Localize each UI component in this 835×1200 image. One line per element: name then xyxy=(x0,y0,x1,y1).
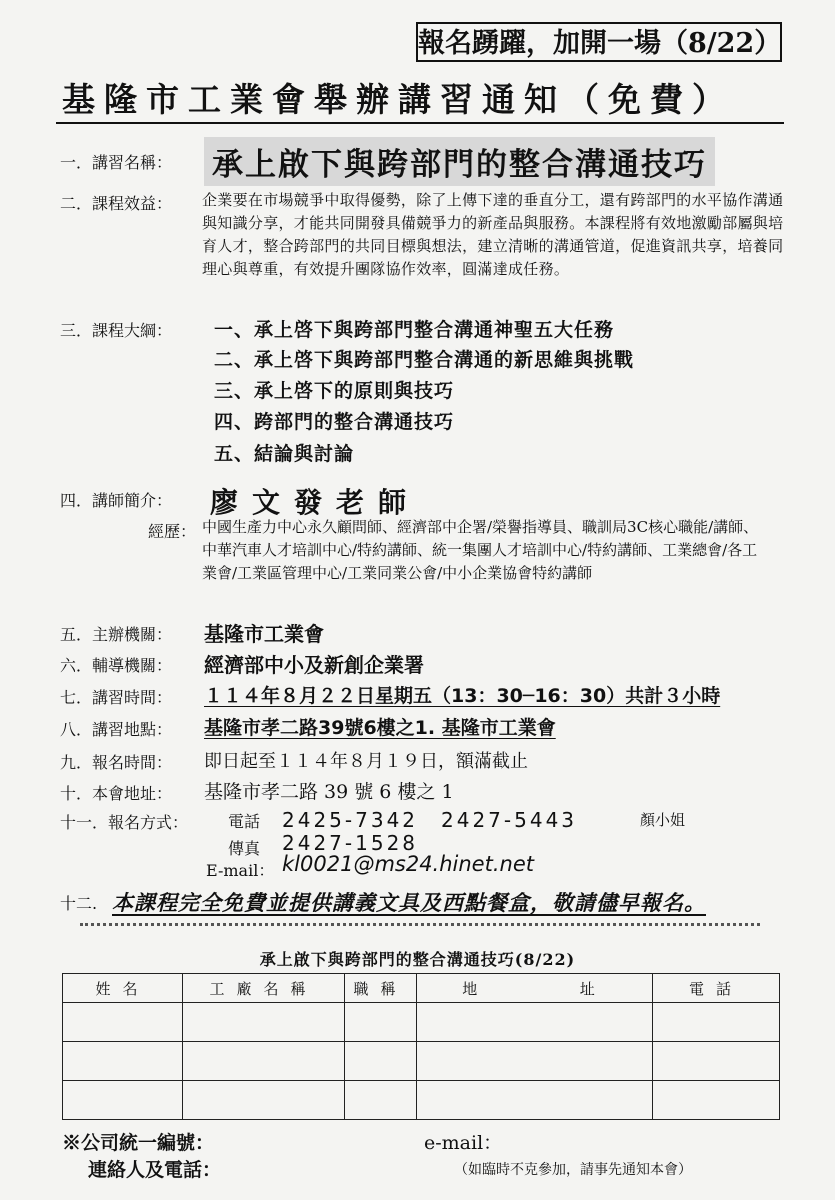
time-value: １１４年８月２２日星期五（13：30─16：30）共計３小時 xyxy=(204,685,721,707)
registration-form-table xyxy=(62,973,780,1120)
instructor-name: 廖文發老師 xyxy=(210,486,421,519)
cell-address[interactable] xyxy=(417,1081,653,1120)
course-name: 承上啟下與跨部門的整合溝通技巧 xyxy=(204,137,715,186)
course-name-label: 一．講習名稱： xyxy=(60,153,173,172)
extra-session-banner: 報名踴躍，加開一場（8/22） xyxy=(416,22,782,62)
table-row xyxy=(63,1042,780,1081)
place-label: 八．講習地點： xyxy=(60,720,173,739)
outline-item: 三、承上啓下的原則與技巧 xyxy=(214,380,455,402)
cut-line xyxy=(80,923,760,926)
email-label: E-mail： xyxy=(206,861,275,880)
benefit-text: 企業要在市場競爭中取得優勢，除了上傳下達的垂直分工，還有跨部門的水平協作溝通與知識分享，才能共同開發具備競爭力的新產品與服務。本課程將有效地激勵部屬與培育人才，整合跨部門的共同目標與想法，建立清晰的溝通管道，促進資訊共享，培養同理心與尊重，有效提升團隊協作效率，圓滿達成任務。 xyxy=(202,191,784,278)
cell-factory[interactable] xyxy=(183,1003,345,1042)
instructor-label: 四．講師簡介： xyxy=(60,491,173,510)
table-row xyxy=(63,1003,780,1042)
cell-name[interactable] xyxy=(63,1003,183,1042)
cancel-notice: （如臨時不克參加，請事先通知本會） xyxy=(454,1162,692,1178)
cell-factory[interactable] xyxy=(183,1081,345,1120)
footer-email-label: e-mail： xyxy=(424,1132,503,1154)
title-underline xyxy=(56,122,784,124)
note-label: 十二. xyxy=(60,894,98,913)
method-label: 十一．報名方式： xyxy=(60,813,189,832)
form-title: 承上啟下與跨部門的整合溝通技巧(8/22) xyxy=(259,950,576,969)
registration-time-label: 九．報名時間： xyxy=(60,753,173,772)
cell-address[interactable] xyxy=(417,1003,653,1042)
experience-label: 經歷： xyxy=(148,522,197,541)
outline-item: 一、承上啓下與跨部門整合溝通神聖五大任務 xyxy=(214,319,615,341)
cell-factory[interactable] xyxy=(183,1042,345,1081)
header-phone: 電話 xyxy=(653,974,780,1003)
cell-name[interactable] xyxy=(63,1081,183,1120)
benefit-label: 二．課程效益： xyxy=(60,194,173,213)
organizer-value: 基隆市工業會 xyxy=(204,622,324,646)
cell-title[interactable] xyxy=(345,1042,417,1081)
cell-title[interactable] xyxy=(345,1003,417,1042)
page-title: 基隆市工業會舉辦講習通知（免費） xyxy=(62,80,734,119)
outline-item: 五、結論與討論 xyxy=(214,443,355,465)
cell-phone[interactable] xyxy=(653,1003,780,1042)
organizer-label: 五．主辦機關： xyxy=(60,625,173,644)
address-value: 基隆市孝二路 39 號 6 樓之 1 xyxy=(204,781,454,803)
header-address-1: 地 xyxy=(417,974,535,1003)
fax-number: 2427-1528 xyxy=(282,831,419,855)
header-name: 姓名 xyxy=(63,974,183,1003)
contact-person: 顏小姐 xyxy=(640,811,686,829)
cell-phone[interactable] xyxy=(653,1081,780,1120)
fax-label: 傳真 xyxy=(228,839,261,858)
phone-numbers: 2425-7342 2427-5443 xyxy=(282,808,578,832)
header-factory: 工廠名稱 xyxy=(183,974,345,1003)
email-address[interactable]: kl0021@ms24.hinet.net xyxy=(282,852,534,876)
outline-item: 二、承上啓下與跨部門整合溝通的新思維與挑戰 xyxy=(214,349,635,371)
header-address-2: 址 xyxy=(535,974,653,1003)
contact-label: 連絡人及電話： xyxy=(88,1159,222,1181)
cell-phone[interactable] xyxy=(653,1042,780,1081)
experience-text: 中國生產力中心永久顧問師、經濟部中企署/榮譽指導員、職訓局3C核心職能/講師、中華汽車人才培訓中心/特約講師、統一集團人才培訓中心/特約講師、工業總會/各工業會/工業區管理中心/工業同業公會/中小企業協會特約講師 xyxy=(202,518,759,582)
table-row xyxy=(63,1081,780,1120)
cell-title[interactable] xyxy=(345,1081,417,1120)
outline-label: 三．課程大綱： xyxy=(60,321,173,340)
registration-time-value: 即日起至１１４年８月１９日，額滿截止 xyxy=(204,751,528,772)
time-label: 七．講習時間： xyxy=(60,688,173,707)
header-title: 職稱 xyxy=(345,974,417,1003)
address-label: 十．本會地址： xyxy=(60,784,173,803)
place-value: 基隆市孝二路39號6樓之1. 基隆市工業會 xyxy=(204,717,556,739)
outline-item: 四、跨部門的整合溝通技巧 xyxy=(214,411,455,433)
cell-address[interactable] xyxy=(417,1042,653,1081)
free-course-note: 本課程完全免費並提供講義文具及西點餐盒，敬請儘早報名。 xyxy=(112,890,706,915)
advisor-value: 經濟部中小及新創企業署 xyxy=(204,653,424,677)
advisor-label: 六．輔導機關： xyxy=(60,656,173,675)
cell-name[interactable] xyxy=(63,1042,183,1081)
phone-label: 電話 xyxy=(228,812,261,831)
tax-id-label: ※公司統一編號： xyxy=(62,1132,215,1154)
